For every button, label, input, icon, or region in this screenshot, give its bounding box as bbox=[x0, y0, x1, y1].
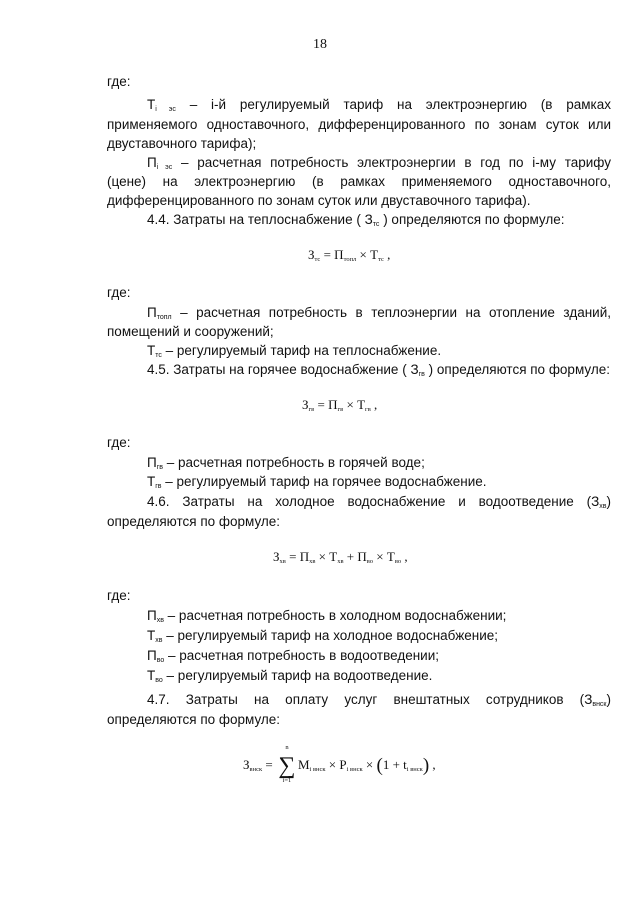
def-heat-tariff: $Т_{тс}$ – регулируемый тариф на теплоснабжение. bbox=[147, 343, 442, 359]
def-hot-water-tariff: $Т_{гв}$ – регулируемый тариф на горячее водоснабжение. bbox=[147, 474, 487, 490]
text-line: определяются по формуле: bbox=[107, 514, 281, 529]
formula-freelancers: $З_{внск}$ = n ∑ i=1 $М_{i внск} \times Р_{i внск} \times (1 + t_{i внск})$ , bbox=[243, 744, 436, 785]
def-cold-water-need: $П_{хв}$ – расчетная потребность в холодном водоснабжении; bbox=[147, 608, 507, 624]
def-hot-water-need: $П_{гв}$ – расчетная потребность в горячей воде; bbox=[147, 455, 425, 471]
text-line: применяемого одноставочного, дифференцированного по зонам суток или bbox=[107, 117, 611, 132]
def-cold-water-tariff: $Т_{хв}$ – регулируемый тариф на холодное водоснабжение; bbox=[147, 628, 499, 644]
def-drainage-need: $П_{во}$ – расчетная потребность в водоотведении; bbox=[147, 648, 439, 664]
text-line: дифференцированного по зонам суток или двуставочного тарифа). bbox=[107, 193, 531, 208]
section-4-5: 4.5. Затраты на горячее водоснабжение ( $З_{гв}$ ) определяются по формуле: bbox=[147, 362, 610, 378]
where-label: где: bbox=[107, 285, 131, 300]
text-line: двуставочного тарифа); bbox=[107, 136, 257, 151]
def-heat-need: $П_{топл}$ – расчетная потребность в теплоэнергии на отопление зданий, bbox=[147, 305, 611, 321]
section-4-6: 4.6. Затраты на холодное водоснабжение и водоотведение $(З_{хв})$ bbox=[147, 494, 611, 510]
section-4-7: 4.7. Затраты на оплату услуг внештатных сотрудников $(З_{внск})$ bbox=[147, 692, 611, 708]
text-line: (цене) на электроэнергию (в рамках применяемого одноставочного, bbox=[107, 174, 611, 189]
page-number: 18 bbox=[313, 37, 327, 52]
where-label: где: bbox=[107, 435, 131, 450]
def-drainage-tariff: $Т_{во}$ – регулируемый тариф на водоотведение. bbox=[147, 668, 433, 684]
text-line: помещений и сооружений; bbox=[107, 324, 274, 339]
formula-heat: $З_{тс} = П_{топл} \times Т_{тс}$ , bbox=[308, 247, 391, 263]
formula-hot-water: $З_{гв} = П_{гв} \times Т_{гв}$ , bbox=[302, 397, 378, 413]
def-tariff-electric: $Т_{i эс} - i-й$ регулируемый тариф на электроэнергию (в рамках bbox=[147, 97, 611, 113]
text-line: определяются по формуле: bbox=[107, 712, 281, 727]
section-4-4: 4.4. Затраты на теплоснабжение ( $З_{тс}$ ) определяются по формуле: bbox=[147, 212, 565, 228]
where-label: где: bbox=[107, 588, 131, 603]
formula-cold-water: $З_{хв} = П_{хв} \times Т_{хв} + П_{во} \times Т_{во}$ , bbox=[273, 549, 408, 565]
def-need-electric: $П_{i эс}$ – расчетная потребность электроэнергии в год по i-му тарифу bbox=[147, 155, 611, 171]
sum-symbol: n ∑ i=1 bbox=[278, 744, 296, 785]
where-label: где: bbox=[107, 74, 131, 89]
